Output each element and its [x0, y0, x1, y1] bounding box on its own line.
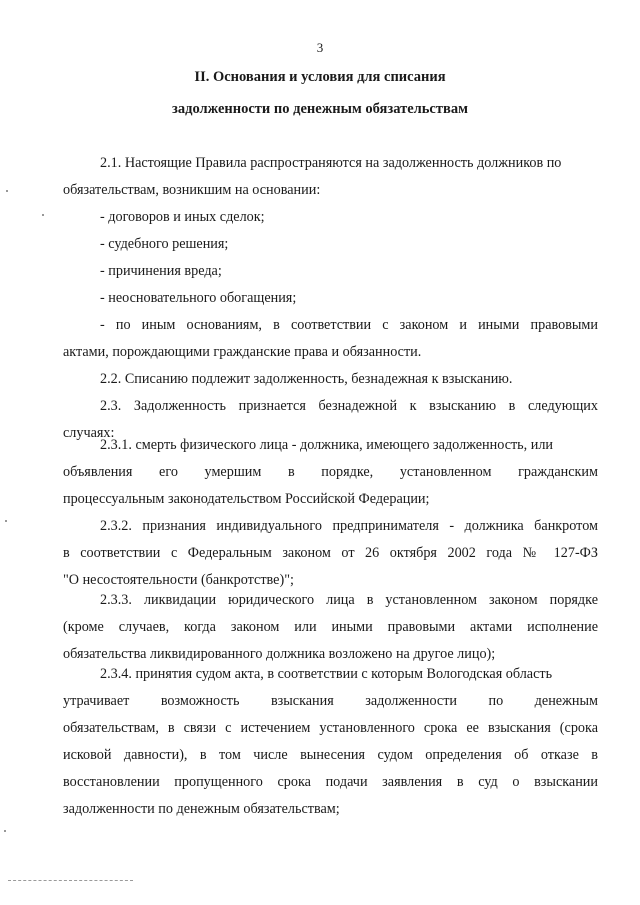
paragraph-line: обязательства ликвидированного должника возложено на другое лицо);	[63, 646, 496, 662]
paragraph-2-2	[63, 366, 598, 393]
scan-speck	[4, 830, 6, 832]
paragraph-line: в соответствии с Федеральным законом от 26 октября 2002 года № 127-ФЗ	[63, 545, 598, 561]
paragraph-line: 2.3.1. смерть физического лица - должника, имеющего задолженность, или	[100, 437, 554, 453]
paragraph-line: восстановлении пропущенного срока подачи заявления в суд о взыскании	[63, 774, 598, 790]
list-item: - неосновательного обогащения;	[100, 290, 297, 306]
paragraph-line: утрачивает возможность взыскания задолженности по денежным	[63, 693, 598, 709]
paragraph-line: исковой давности), в том числе вынесения судом определения об отказе в	[63, 747, 598, 763]
paragraph-line: (кроме случаев, когда законом или иными правовыми актами исполнение	[63, 619, 598, 635]
page-number: 3	[316, 40, 324, 55]
paragraph-line: 2.3. Задолженность признается безнадежной к взысканию в следующих	[100, 398, 598, 414]
paragraph-line: "О несостоятельности (банкротстве)";	[63, 572, 294, 588]
paragraph-line: 2.3.3. ликвидации юридического лица в установленном законом порядке	[100, 592, 598, 608]
paragraph-2-1	[63, 150, 598, 204]
paragraph-2-3-1	[63, 432, 598, 513]
scan-edge-line	[8, 880, 133, 882]
paragraph-line: задолженности по денежным обязательствам;	[63, 801, 340, 817]
paragraph-other-grounds	[63, 312, 598, 366]
scan-speck	[6, 190, 8, 192]
paragraph-line: - по иным основаниям, в соответствии с законом и иными правовыми	[100, 317, 598, 333]
paragraph-2-3-2	[63, 513, 598, 594]
paragraph-2-3-3	[63, 587, 598, 668]
list-item: - судебного решения;	[100, 236, 229, 252]
paragraph-line: 2.1. Настоящие Правила распространяются на задолженность должников по	[100, 155, 562, 171]
paragraph-line: обязательствам, возникшим на основании:	[63, 182, 321, 198]
paragraph-line: объявления его умершим в порядке, установленном гражданским	[63, 464, 598, 480]
list-item: - договоров и иных сделок;	[100, 209, 265, 225]
paragraph-2-3-4	[63, 661, 598, 823]
paragraph-line: 2.2. Списанию подлежит задолженность, безнадежная к взысканию.	[100, 371, 513, 387]
section-heading-line-1: II. Основания и условия для списания	[194, 69, 446, 85]
scan-speck	[42, 214, 44, 216]
section-heading-line-2: задолженности по денежным обязательствам	[172, 101, 468, 117]
paragraph-line: актами, порождающими гражданские права и обязанности.	[63, 344, 422, 360]
scan-speck	[5, 520, 7, 522]
list-item: - причинения вреда;	[100, 263, 222, 279]
paragraph-line: процессуальным законодательством Российской Федерации;	[63, 491, 430, 507]
paragraph-line: случаях:	[63, 425, 115, 441]
paragraph-line: обязательствам, в связи с истечением установленного срока ее взыскания (срока	[63, 720, 598, 736]
paragraph-line: 2.3.2. признания индивидуального предпринимателя - должника банкротом	[100, 518, 598, 534]
paragraph-line: 2.3.4. принятия судом акта, в соответствии с которым Вологодская область	[100, 666, 553, 682]
